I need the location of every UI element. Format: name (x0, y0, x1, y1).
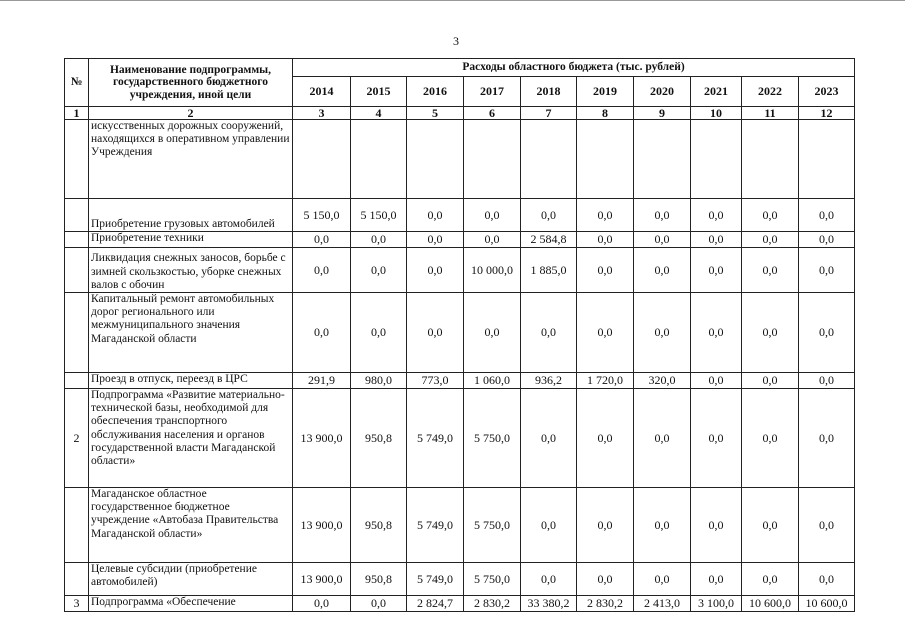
value-cell: 1 885,0 (521, 248, 577, 293)
value-cell: 0,0 (742, 488, 799, 563)
value-cell: 950,8 (351, 563, 407, 596)
value-cell: 2 830,2 (464, 596, 521, 612)
column-number: 7 (521, 107, 577, 120)
value-cell: 0,0 (407, 199, 464, 232)
value-cell (577, 120, 634, 199)
row-number: 3 (65, 596, 89, 612)
value-cell: 0,0 (407, 293, 464, 373)
value-cell: 291,9 (293, 373, 351, 389)
value-cell: 5 150,0 (293, 199, 351, 232)
value-cell: 0,0 (521, 488, 577, 563)
budget-table (64, 58, 855, 612)
column-number: 10 (691, 107, 742, 120)
table-row (65, 596, 855, 612)
value-cell: 936,2 (521, 373, 577, 389)
value-cell: 0,0 (521, 199, 577, 232)
value-cell: 0,0 (293, 248, 351, 293)
value-cell: 2 413,0 (634, 596, 691, 612)
header-column-numbers-row (65, 107, 855, 120)
value-cell: 5 749,0 (407, 389, 464, 488)
row-number (65, 248, 89, 293)
value-cell: 0,0 (293, 232, 351, 248)
value-cell: 13 900,0 (293, 563, 351, 596)
value-cell: 0,0 (742, 232, 799, 248)
value-cell: 0,0 (799, 293, 855, 373)
value-cell: 0,0 (799, 199, 855, 232)
value-cell: 0,0 (691, 232, 742, 248)
row-name: Целевые субсидии (приобретение автомобилей) (89, 563, 293, 596)
table-row (65, 563, 855, 596)
column-number: 8 (577, 107, 634, 120)
table-row (65, 293, 855, 373)
value-cell: 1 720,0 (577, 373, 634, 389)
value-cell: 0,0 (464, 199, 521, 232)
column-number: 9 (634, 107, 691, 120)
row-number (65, 120, 89, 199)
value-cell: 0,0 (742, 373, 799, 389)
value-cell: 5 750,0 (464, 389, 521, 488)
value-cell: 0,0 (799, 232, 855, 248)
value-cell: 0,0 (577, 389, 634, 488)
header-year: 2018 (521, 77, 577, 107)
value-cell: 10 600,0 (742, 596, 799, 612)
value-cell: 0,0 (799, 488, 855, 563)
header-year: 2023 (799, 77, 855, 107)
header-name: Наименование подпрограммы, государственного бюджетного учреждения, иной цели (89, 59, 293, 107)
row-number (65, 199, 89, 232)
value-cell: 0,0 (799, 563, 855, 596)
column-number: 5 (407, 107, 464, 120)
value-cell: 0,0 (293, 596, 351, 612)
value-cell: 2 830,2 (577, 596, 634, 612)
column-number: 2 (89, 107, 293, 120)
header-year: 2019 (577, 77, 634, 107)
column-number: 3 (293, 107, 351, 120)
value-cell: 0,0 (351, 293, 407, 373)
value-cell: 0,0 (799, 389, 855, 488)
value-cell (521, 120, 577, 199)
value-cell: 5 150,0 (351, 199, 407, 232)
value-cell: 0,0 (691, 248, 742, 293)
page-number: 3 (453, 34, 459, 48)
table-row (65, 232, 855, 248)
value-cell: 0,0 (634, 293, 691, 373)
value-cell: 980,0 (351, 373, 407, 389)
value-cell: 0,0 (691, 563, 742, 596)
value-cell: 0,0 (742, 563, 799, 596)
value-cell: 0,0 (293, 293, 351, 373)
value-cell: 0,0 (691, 389, 742, 488)
value-cell: 13 900,0 (293, 488, 351, 563)
value-cell: 0,0 (799, 248, 855, 293)
value-cell: 0,0 (577, 232, 634, 248)
row-name: Проезд в отпуск, переезд в ЦРС (89, 373, 293, 389)
value-cell (293, 120, 351, 199)
value-cell: 0,0 (634, 232, 691, 248)
value-cell: 33 380,2 (521, 596, 577, 612)
row-number (65, 293, 89, 373)
row-name: Капитальный ремонт автомобильных дорог регионального или межмуниципального значения Магаданской области (89, 293, 293, 373)
column-number: 1 (65, 107, 89, 120)
value-cell: 2 584,8 (521, 232, 577, 248)
value-cell: 950,8 (351, 389, 407, 488)
row-name: Ликвидация снежных заносов, борьбе с зимней скользкостью, уборке снежных валов с обочин (89, 248, 293, 293)
table-row (65, 120, 855, 199)
value-cell: 10 000,0 (464, 248, 521, 293)
row-name: Подпрограмма «Развитие материально-технической базы, необходимой для обеспечения транспортного обслуживания населения и органов государственной власти Магаданской области» (89, 389, 293, 488)
value-cell: 0,0 (634, 389, 691, 488)
value-cell: 5 749,0 (407, 563, 464, 596)
value-cell: 5 749,0 (407, 488, 464, 563)
row-name: Подпрограмма «Обеспечение (89, 596, 293, 612)
value-cell (464, 120, 521, 199)
table-row (65, 199, 855, 232)
value-cell (691, 120, 742, 199)
value-cell: 0,0 (742, 248, 799, 293)
value-cell: 0,0 (691, 199, 742, 232)
header-year: 2016 (407, 77, 464, 107)
value-cell: 13 900,0 (293, 389, 351, 488)
value-cell: 0,0 (634, 199, 691, 232)
table-row (65, 389, 855, 488)
value-cell: 0,0 (521, 293, 577, 373)
table-row (65, 248, 855, 293)
value-cell: 0,0 (634, 248, 691, 293)
column-number: 6 (464, 107, 521, 120)
value-cell: 0,0 (407, 232, 464, 248)
row-number (65, 232, 89, 248)
value-cell (351, 120, 407, 199)
value-cell (407, 120, 464, 199)
header-budget-caption: Расходы областного бюджета (тыс. рублей) (293, 59, 855, 77)
value-cell: 0,0 (521, 389, 577, 488)
value-cell (742, 120, 799, 199)
value-cell: 10 600,0 (799, 596, 855, 612)
header-number: № (65, 59, 89, 107)
column-number: 11 (742, 107, 799, 120)
header-year: 2014 (293, 77, 351, 107)
value-cell: 0,0 (799, 373, 855, 389)
header-year: 2022 (742, 77, 799, 107)
row-number: 2 (65, 389, 89, 488)
value-cell: 0,0 (577, 563, 634, 596)
table-row (65, 488, 855, 563)
value-cell: 0,0 (577, 248, 634, 293)
value-cell: 773,0 (407, 373, 464, 389)
value-cell: 5 750,0 (464, 488, 521, 563)
value-cell: 0,0 (351, 596, 407, 612)
value-cell: 0,0 (691, 373, 742, 389)
value-cell: 0,0 (351, 232, 407, 248)
value-cell: 950,8 (351, 488, 407, 563)
value-cell: 5 750,0 (464, 563, 521, 596)
row-number (65, 563, 89, 596)
value-cell: 0,0 (634, 488, 691, 563)
row-name: Магаданское областное государственное бюджетное учреждение «Автобаза Правительства Магаданской области» (89, 488, 293, 563)
value-cell: 0,0 (577, 488, 634, 563)
table-body (65, 120, 855, 612)
row-name: искусственных дорожных сооружений, находящихся в оперативном управлении Учреждения (89, 120, 293, 199)
header-year: 2017 (464, 77, 521, 107)
column-number: 4 (351, 107, 407, 120)
value-cell: 0,0 (742, 389, 799, 488)
value-cell: 0,0 (742, 199, 799, 232)
value-cell: 0,0 (521, 563, 577, 596)
value-cell: 0,0 (577, 199, 634, 232)
value-cell: 0,0 (464, 293, 521, 373)
value-cell: 0,0 (407, 248, 464, 293)
value-cell: 320,0 (634, 373, 691, 389)
value-cell: 0,0 (577, 293, 634, 373)
value-cell: 2 824,7 (407, 596, 464, 612)
header-year: 2020 (634, 77, 691, 107)
value-cell: 0,0 (634, 563, 691, 596)
value-cell: 3 100,0 (691, 596, 742, 612)
value-cell: 0,0 (351, 248, 407, 293)
table-row (65, 373, 855, 389)
value-cell: 0,0 (691, 488, 742, 563)
value-cell (634, 120, 691, 199)
value-cell: 1 060,0 (464, 373, 521, 389)
value-cell: 0,0 (691, 293, 742, 373)
scan-edge-line (0, 0, 905, 1)
value-cell: 0,0 (464, 232, 521, 248)
value-cell: 0,0 (742, 293, 799, 373)
header-year: 2015 (351, 77, 407, 107)
row-name: Приобретение грузовых автомобилей (89, 199, 293, 232)
row-number (65, 488, 89, 563)
column-number: 12 (799, 107, 855, 120)
header-year: 2021 (691, 77, 742, 107)
value-cell (799, 120, 855, 199)
row-name: Приобретение техники (89, 232, 293, 248)
row-number (65, 373, 89, 389)
